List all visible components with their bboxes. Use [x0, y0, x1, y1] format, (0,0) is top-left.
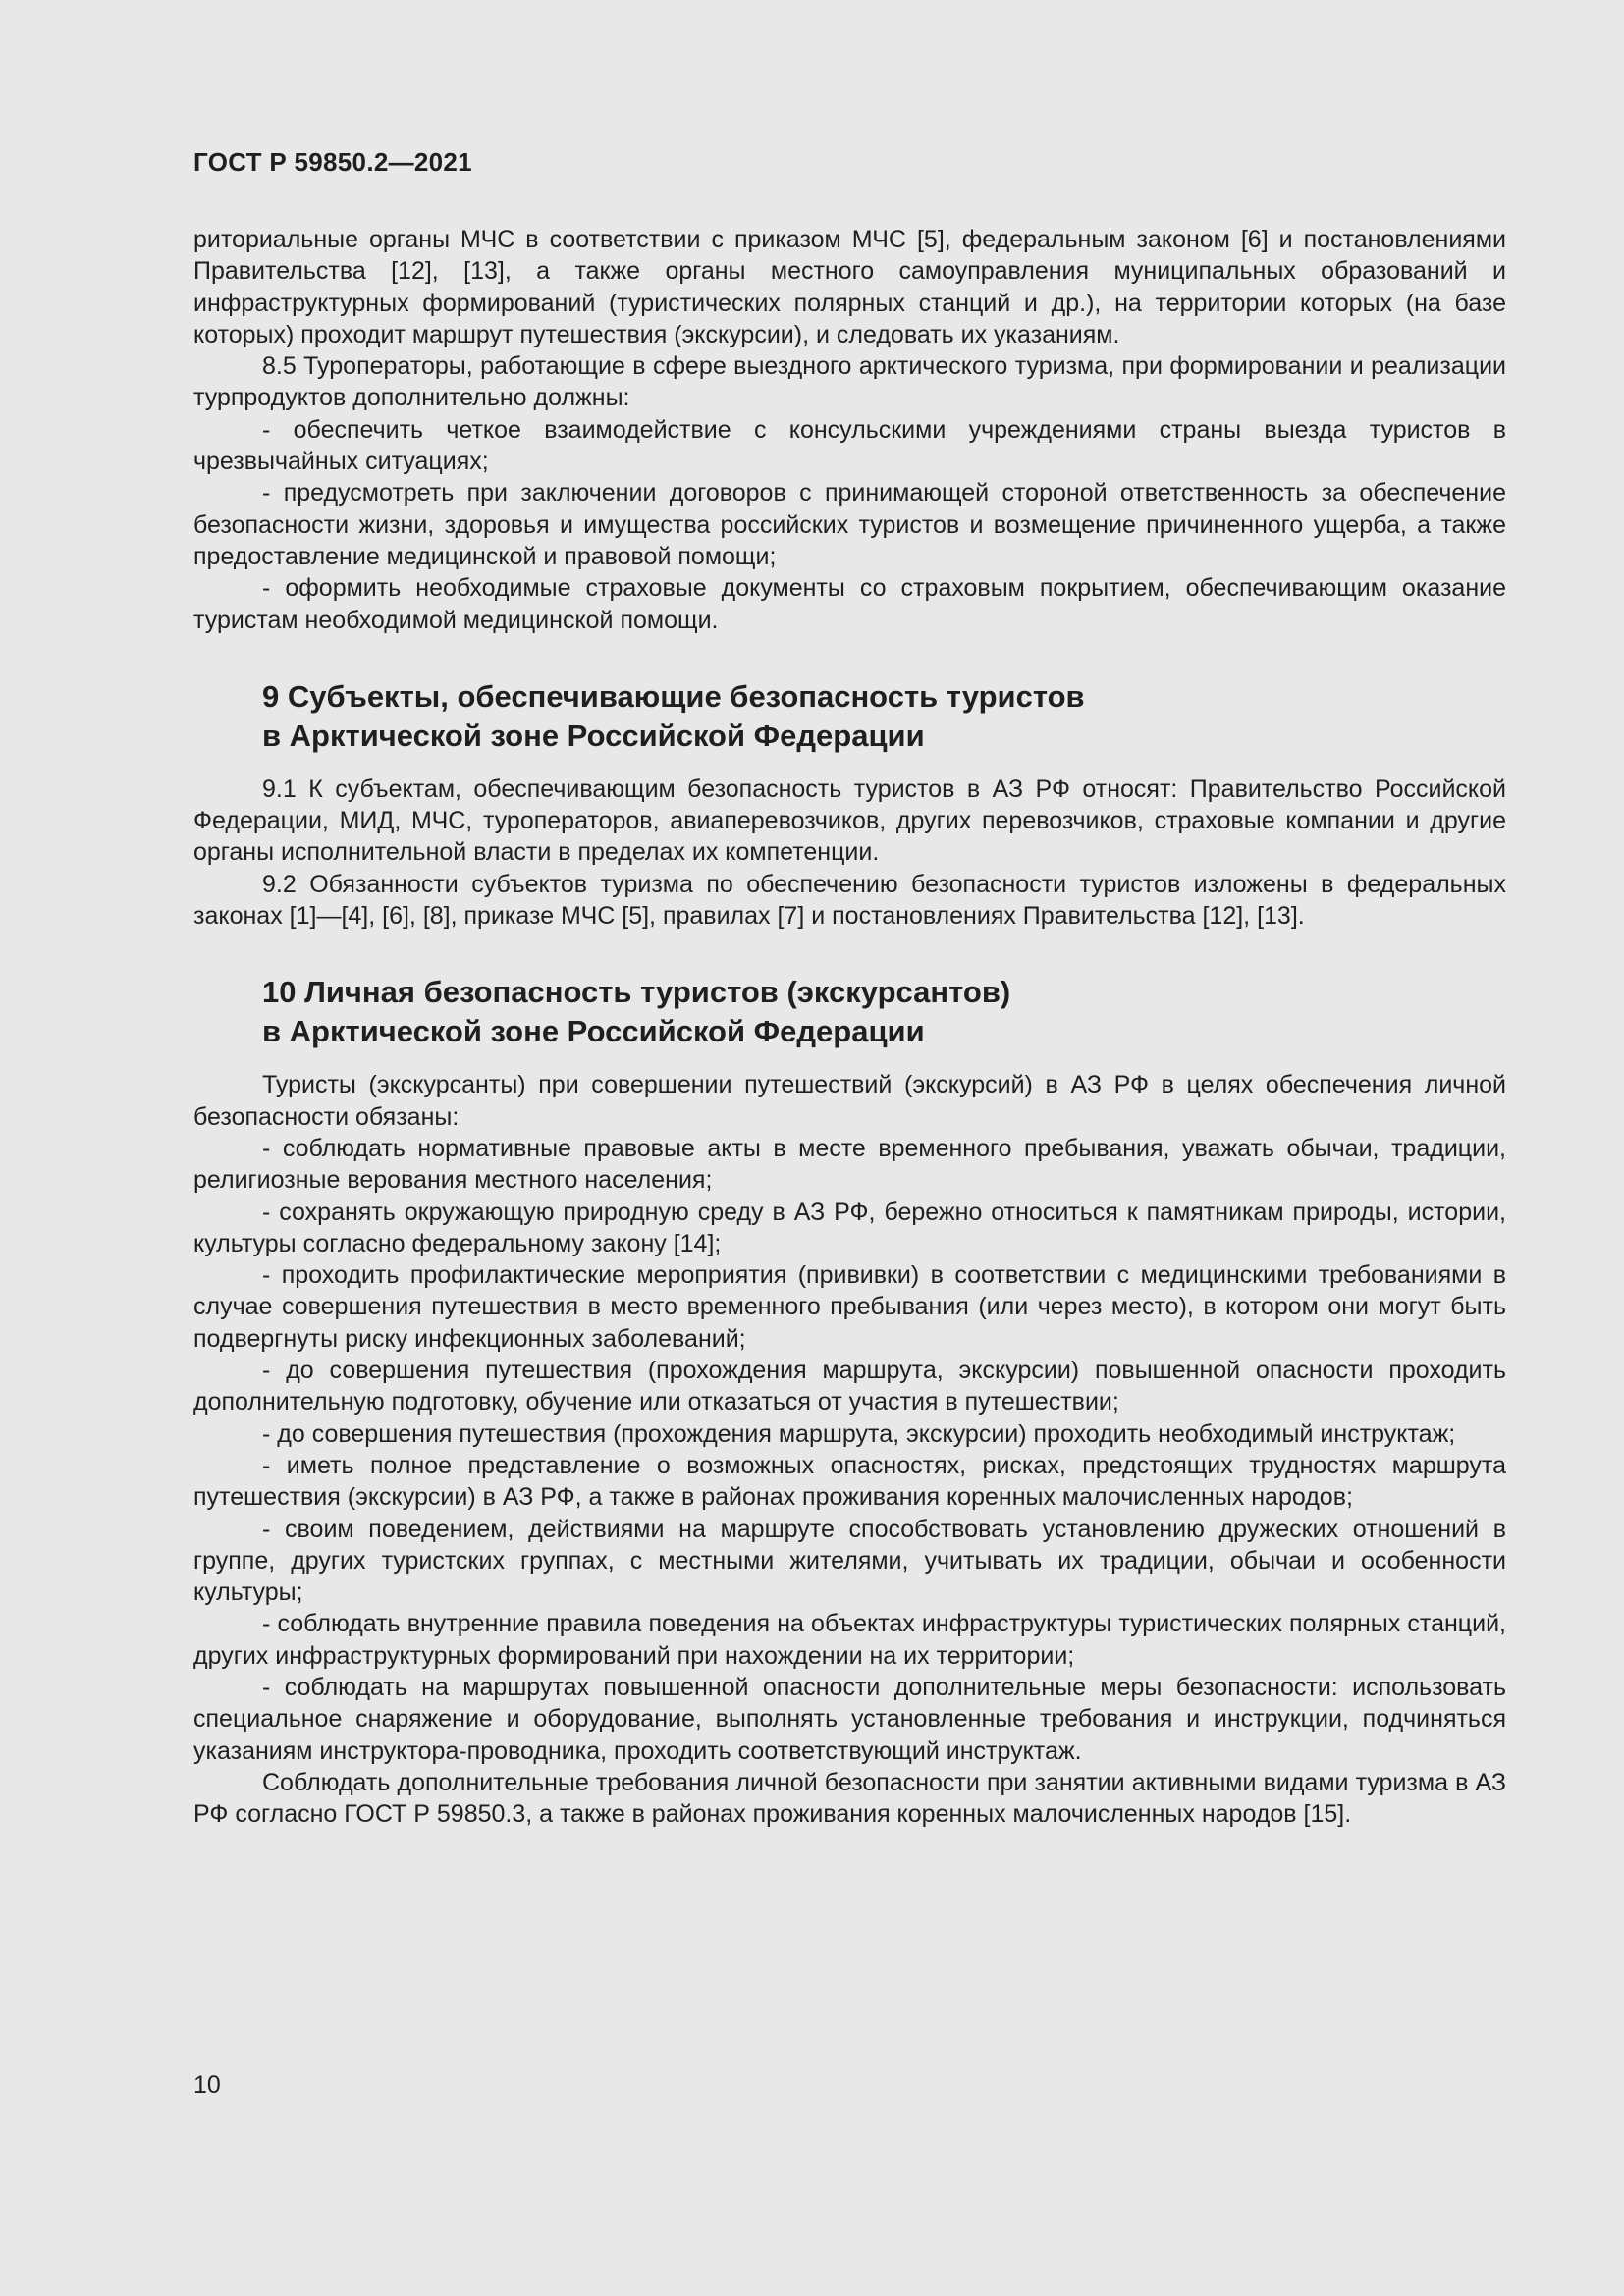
- section-heading-9: [193, 677, 1506, 756]
- paragraph: Туристы (экскурсанты) при совершении путешествий (экскурсий) в АЗ РФ в целях обеспечения личной безопасности обязаны:: [193, 1071, 1506, 1131]
- paragraph: 8.5 Туроператоры, работающие в сфере выездного арктического туризма, при формировании и реализации турпродуктов дополнительно должны:: [193, 352, 1506, 412]
- list-item: - до совершения путешествия (прохождения маршрута, экскурсии) повышенной опасности проходить дополнительную подготовку, обучение или отказаться от участия в путешествии;: [193, 1357, 1506, 1416]
- paragraph: 9.2 Обязанности субъектов туризма по обеспечению безопасности туристов изложены в федеральных законах [1]—[4], [6], [8], приказе МЧС [5], правилах [7] и постановлениях Правительства [12], [13].: [193, 870, 1506, 931]
- section-heading-10: [193, 973, 1506, 1051]
- section-heading-line: в Арктической зоне Российской Федерации: [262, 718, 925, 753]
- section-heading-line: в Арктической зоне Российской Федерации: [262, 1014, 925, 1049]
- paragraph: риториальные органы МЧС в соответствии с приказом МЧС [5], федеральным законом [6] и постановлениями Правительства [12], [13], а также органы местного самоуправления муниципальных образований и инфраструктурных формирований (туристических полярных станций и др.), на территории которых (на базе которых) проходит маршрут путешествия (экскурсии), и следовать их указаниям.: [193, 226, 1506, 348]
- list-item: - соблюдать на маршрутах повышенной опасности дополнительные меры безопасности: использовать специальное снаряжение и оборудование, выполнять установленные требования и инструкции, подчиняться указаниям инструктора-проводника, проходить соответствующий инструктаж.: [193, 1673, 1506, 1765]
- list-item: - предусмотреть при заключении договоров с принимающей стороной ответственность за обеспечение безопасности жизни, здоровья и имущества российских туристов и возмещение причиненного ущерба, а также предоставление медицинской и правовой помощи;: [193, 479, 1506, 570]
- document-body: [193, 224, 1506, 1830]
- document-header: ГОСТ Р 59850.2—2021: [193, 147, 472, 177]
- list-item: - до совершения путешествия (прохождения маршрута, экскурсии) проходить необходимый инструктаж;: [262, 1419, 1456, 1448]
- list-item: - своим поведением, действиями на маршруте способствовать установлению дружеских отношений в группе, других туристских группах, с местными жителями, учитывать их традиции, обычаи и особенности культуры;: [193, 1515, 1506, 1607]
- list-item: - соблюдать нормативные правовые акты в месте временного пребывания, уважать обычаи, традиции, религиозные верования местного населения;: [193, 1134, 1506, 1195]
- list-item: - проходить профилактические мероприятия (прививки) в соответствии с медицинскими требованиями в случае совершения путешествия в место временного пребывания (или через место), в котором они могут быть подвергнуты риску инфекционных заболеваний;: [193, 1261, 1506, 1353]
- list-item: - соблюдать внутренние правила поведения на объектах инфраструктуры туристических полярных станций, других инфраструктурных формирований при нахождении на их территории;: [193, 1610, 1506, 1670]
- list-item: - обеспечить четкое взаимодействие с консульскими учреждениями страны выезда туристов в чрезвычайных ситуациях;: [193, 415, 1506, 476]
- page-number: 10: [193, 2071, 221, 2099]
- paragraph: Соблюдать дополнительные требования личной безопасности при занятии активными видами туризма в АЗ РФ согласно ГОСТ Р 59850.3, а также в районах проживания коренных малочисленных народов [15].: [193, 1768, 1506, 1829]
- section-heading-line: 9 Субъекты, обеспечивающие безопасность туристов: [262, 678, 1085, 714]
- section-heading-line: 10 Личная безопасность туристов (экскурсантов): [262, 975, 1011, 1010]
- list-item: - сохранять окружающую природную среду в АЗ РФ, бережно относиться к памятникам природы, истории, культуры согласно федеральному закону [14];: [193, 1198, 1506, 1257]
- paragraph: 9.1 К субъектам, обеспечивающим безопасность туристов в АЗ РФ относят: Правительство Российской Федерации, МИД, МЧС, туроператоров, авиаперевозчиков, других перевозчиков, страховые компании и другие органы исполнительной власти в пределах их компетенции.: [193, 774, 1506, 867]
- list-item: - иметь полное представление о возможных опасностях, рисках, предстоящих трудностях маршрута путешествия (экскурсии) в АЗ РФ, а также в районах проживания коренных малочисленных народов;: [193, 1451, 1506, 1512]
- list-item: - оформить необходимые страховые документы со страховым покрытием, обеспечивающим оказание туристам необходимой медицинской помощи.: [193, 574, 1506, 634]
